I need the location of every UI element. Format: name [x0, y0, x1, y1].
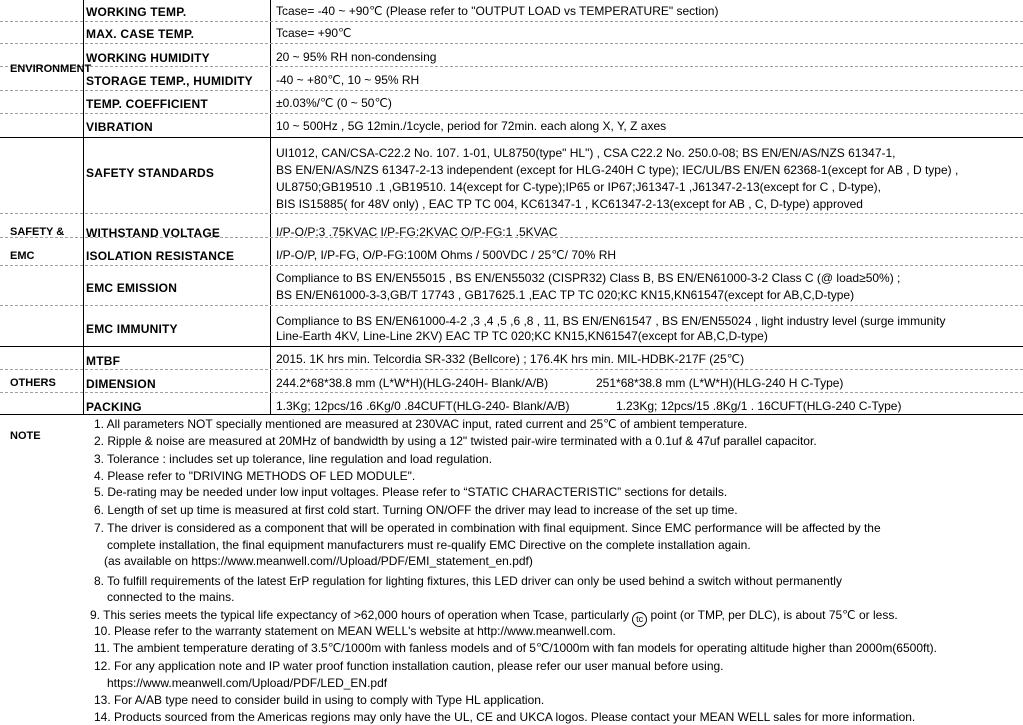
label-safety-standards: SAFETY STANDARDS	[86, 166, 215, 180]
label-emc-immunity: EMC IMMUNITY	[86, 322, 178, 336]
value-safety-line: BS EN/EN/AS/NZS 61347-2-13 independent (except for HLG-240H C type); IEC/UL/BS EN/EN 62368-1(except for AB , D type) ,	[276, 163, 959, 177]
label-emc-emission: EMC EMISSION	[86, 281, 178, 295]
note-line: 7. The driver is considered as a component that will be operated in combination with final equipment. Since EMC performance will be affected by the	[94, 521, 881, 535]
value-working-humidity: 20 ~ 95% RH non-condensing	[276, 50, 437, 64]
note-line: connected to the mains.	[107, 590, 235, 604]
value-withstand-voltage: I/P-O/P:3 .75KVAC I/P-FG:2KVAC O/P-FG:1 .5KVAC	[276, 225, 558, 239]
note-line: 4. Please refer to "DRIVING METHODS OF LED MODULE".	[94, 469, 416, 483]
value-packing-a: 1.3Kg; 12pcs/16 .6Kg/0 .84CUFT(HLG-240- Blank/A/B)	[276, 399, 570, 413]
note-line: 6. Length of set up time is measured at first cold start. Turning ON/OFF the driver may lead to increase of the set up time.	[94, 503, 738, 517]
group-safety-emc-1: SAFETY &	[10, 226, 65, 238]
group-note: NOTE	[10, 430, 41, 442]
value-dimension-b: 251*68*38.8 mm (L*W*H)(HLG-240 H C-Type)	[596, 376, 844, 390]
note-line: 8. To fulfill requirements of the latest ErP regulation for lighting fixtures, this LED driver can only be used behind a switch without permanently	[94, 574, 842, 588]
value-safety-line: UL8750;GB19510 .1 ,GB19510. 14(except for C-type);IP65 or IP67;J61347-1 ,J61347-2-13(except for C , D-type),	[276, 180, 882, 194]
group-safety-emc-2: EMC	[10, 250, 35, 262]
note-line: 13. For A/AB type need to consider build in using to comply with Type HL application.	[94, 693, 545, 707]
label-withstand-voltage: WITHSTAND VOLTAGE	[86, 226, 221, 240]
label-storage-temp: STORAGE TEMP., HUMIDITY	[86, 74, 253, 88]
value-max-case-temp: Tcase= +90℃	[276, 26, 352, 40]
label-mtbf: MTBF	[86, 354, 121, 368]
note-line: complete installation, the final equipment manufacturers must re-qualify EMC Directive on the complete installation again.	[107, 538, 751, 552]
note-line: 11. The ambient temperature derating of 3.5℃/1000m with fanless models and of 5℃/1000m with fan models for operating altitude higher than 2000m(6500ft).	[94, 641, 937, 655]
value-safety-line: UI1012, CAN/CSA-C22.2 No. 107. 1-01, UL8750(type" HL") , CSA C22.2 No. 250.0-08; BS EN/EN/AS/NZS 61347-1,	[276, 146, 896, 160]
note-line: 5. De-rating may be needed under low input voltages. Please refer to “STATIC CHARACTERISTIC” sections for details.	[94, 485, 728, 499]
note-9-text-a: 9. This series meets the typical life expectancy of >62,000 hours of operation when Tcase, particularly	[90, 608, 633, 622]
note-line: (as available on https://www.meanwell.com//Upload/PDF/EMI_statement_en.pdf)	[104, 554, 533, 568]
note-line: 1. All parameters NOT specially mentioned are measured at 230VAC input, rated current and 25℃ of ambient temperature.	[94, 417, 748, 431]
value-storage-temp: -40 ~ +80℃, 10 ~ 95% RH	[276, 73, 420, 87]
value-packing-b: 1.23Kg; 12pcs/15 .8Kg/1 . 16CUFT(HLG-240 C-Type)	[616, 399, 902, 413]
label-vibration: VIBRATION	[86, 120, 153, 134]
value-mtbf: 2015. 1K hrs min. Telcordia SR-332 (Bellcore) ; 176.4K hrs min. MIL-HDBK-217F (25℃)	[276, 352, 745, 366]
label-temp-coefficient: TEMP. COEFFICIENT	[86, 97, 208, 111]
group-others: OTHERS	[10, 377, 56, 389]
value-working-temp: Tcase= -40 ~ +90℃ (Please refer to "OUTPUT LOAD vs TEMPERATURE" section)	[276, 4, 719, 18]
value-dimension-a: 244.2*68*38.8 mm (L*W*H)(HLG-240H- Blank/A/B)	[276, 376, 549, 390]
note-line: https://www.meanwell.com/Upload/PDF/LED_EN.pdf	[107, 676, 388, 690]
note-line: 12. For any application note and IP water proof function installation caution, please refer our user manual before using.	[94, 659, 724, 673]
note-line: 14. Products sourced from the Americas regions may only have the UL, CE and UKCA logos. Please contact your MEAN WELL sales for more information.	[94, 710, 916, 724]
value-emc-emission-line: Compliance to BS EN/EN55015 , BS EN/EN55032 (CISPR32) Class B, BS EN/EN61000-3-2 Class C (@ load≥50%) ;	[276, 271, 901, 285]
label-isolation-resistance: ISOLATION RESISTANCE	[86, 249, 235, 263]
note-line: 3. Tolerance : includes set up tolerance, line regulation and load regulation.	[94, 452, 493, 466]
value-emc-emission-line: BS EN/EN61000-3-3,GB/T 17743 , GB17625.1 ,EAC TP TC 020;KC KN15,KN61547(except for AB,C,D-type)	[276, 288, 855, 302]
value-emc-immunity-line: Compliance to BS EN/EN61000-4-2 ,3 ,4 ,5 ,6 ,8 , 11, BS EN/EN61547 , BS EN/EN55024 , light industry level (surge immunity	[276, 314, 946, 328]
note-line: 2. Ripple & noise are measured at 20MHz of bandwidth by using a 12" twisted pair-wire terminated with a 0.1uf & 47uf parallel capacitor.	[94, 434, 817, 448]
value-temp-coefficient: ±0.03%/℃ (0 ~ 50℃)	[276, 96, 392, 110]
value-safety-line: BIS IS15885( for 48V only) , EAC TP TC 004, KC61347-1 , KC61347-2-13(except for AB , C, D-type) approved	[276, 197, 863, 211]
label-max-case-temp: MAX. CASE TEMP.	[86, 27, 195, 41]
value-vibration: 10 ~ 500Hz , 5G 12min./1cycle, period for 72min. each along X, Y, Z axes	[276, 119, 667, 133]
label-dimension: DIMENSION	[86, 377, 156, 391]
tc-point-icon: tc	[632, 612, 647, 627]
label-working-temp: WORKING TEMP.	[86, 5, 187, 19]
value-emc-immunity-line: Line-Earth 4KV, Line-Line 2KV) EAC TP TC 020;KC KN15,KN61547(except for AB,C,D-type)	[276, 329, 768, 343]
note-9-text-b: point (or TMP, per DLC), is about 75℃ or less.	[647, 608, 898, 622]
value-isolation-resistance: I/P-O/P, I/P-FG, O/P-FG:100M Ohms / 500VDC / 25℃/ 70% RH	[276, 248, 617, 262]
label-packing: PACKING	[86, 400, 142, 414]
label-working-humidity: WORKING HUMIDITY	[86, 51, 210, 65]
note-line: 10. Please refer to the warranty statement on MEAN WELL's website at http://www.meanwell.com.	[94, 624, 616, 638]
group-environment: ENVIRONMENT	[10, 63, 92, 75]
